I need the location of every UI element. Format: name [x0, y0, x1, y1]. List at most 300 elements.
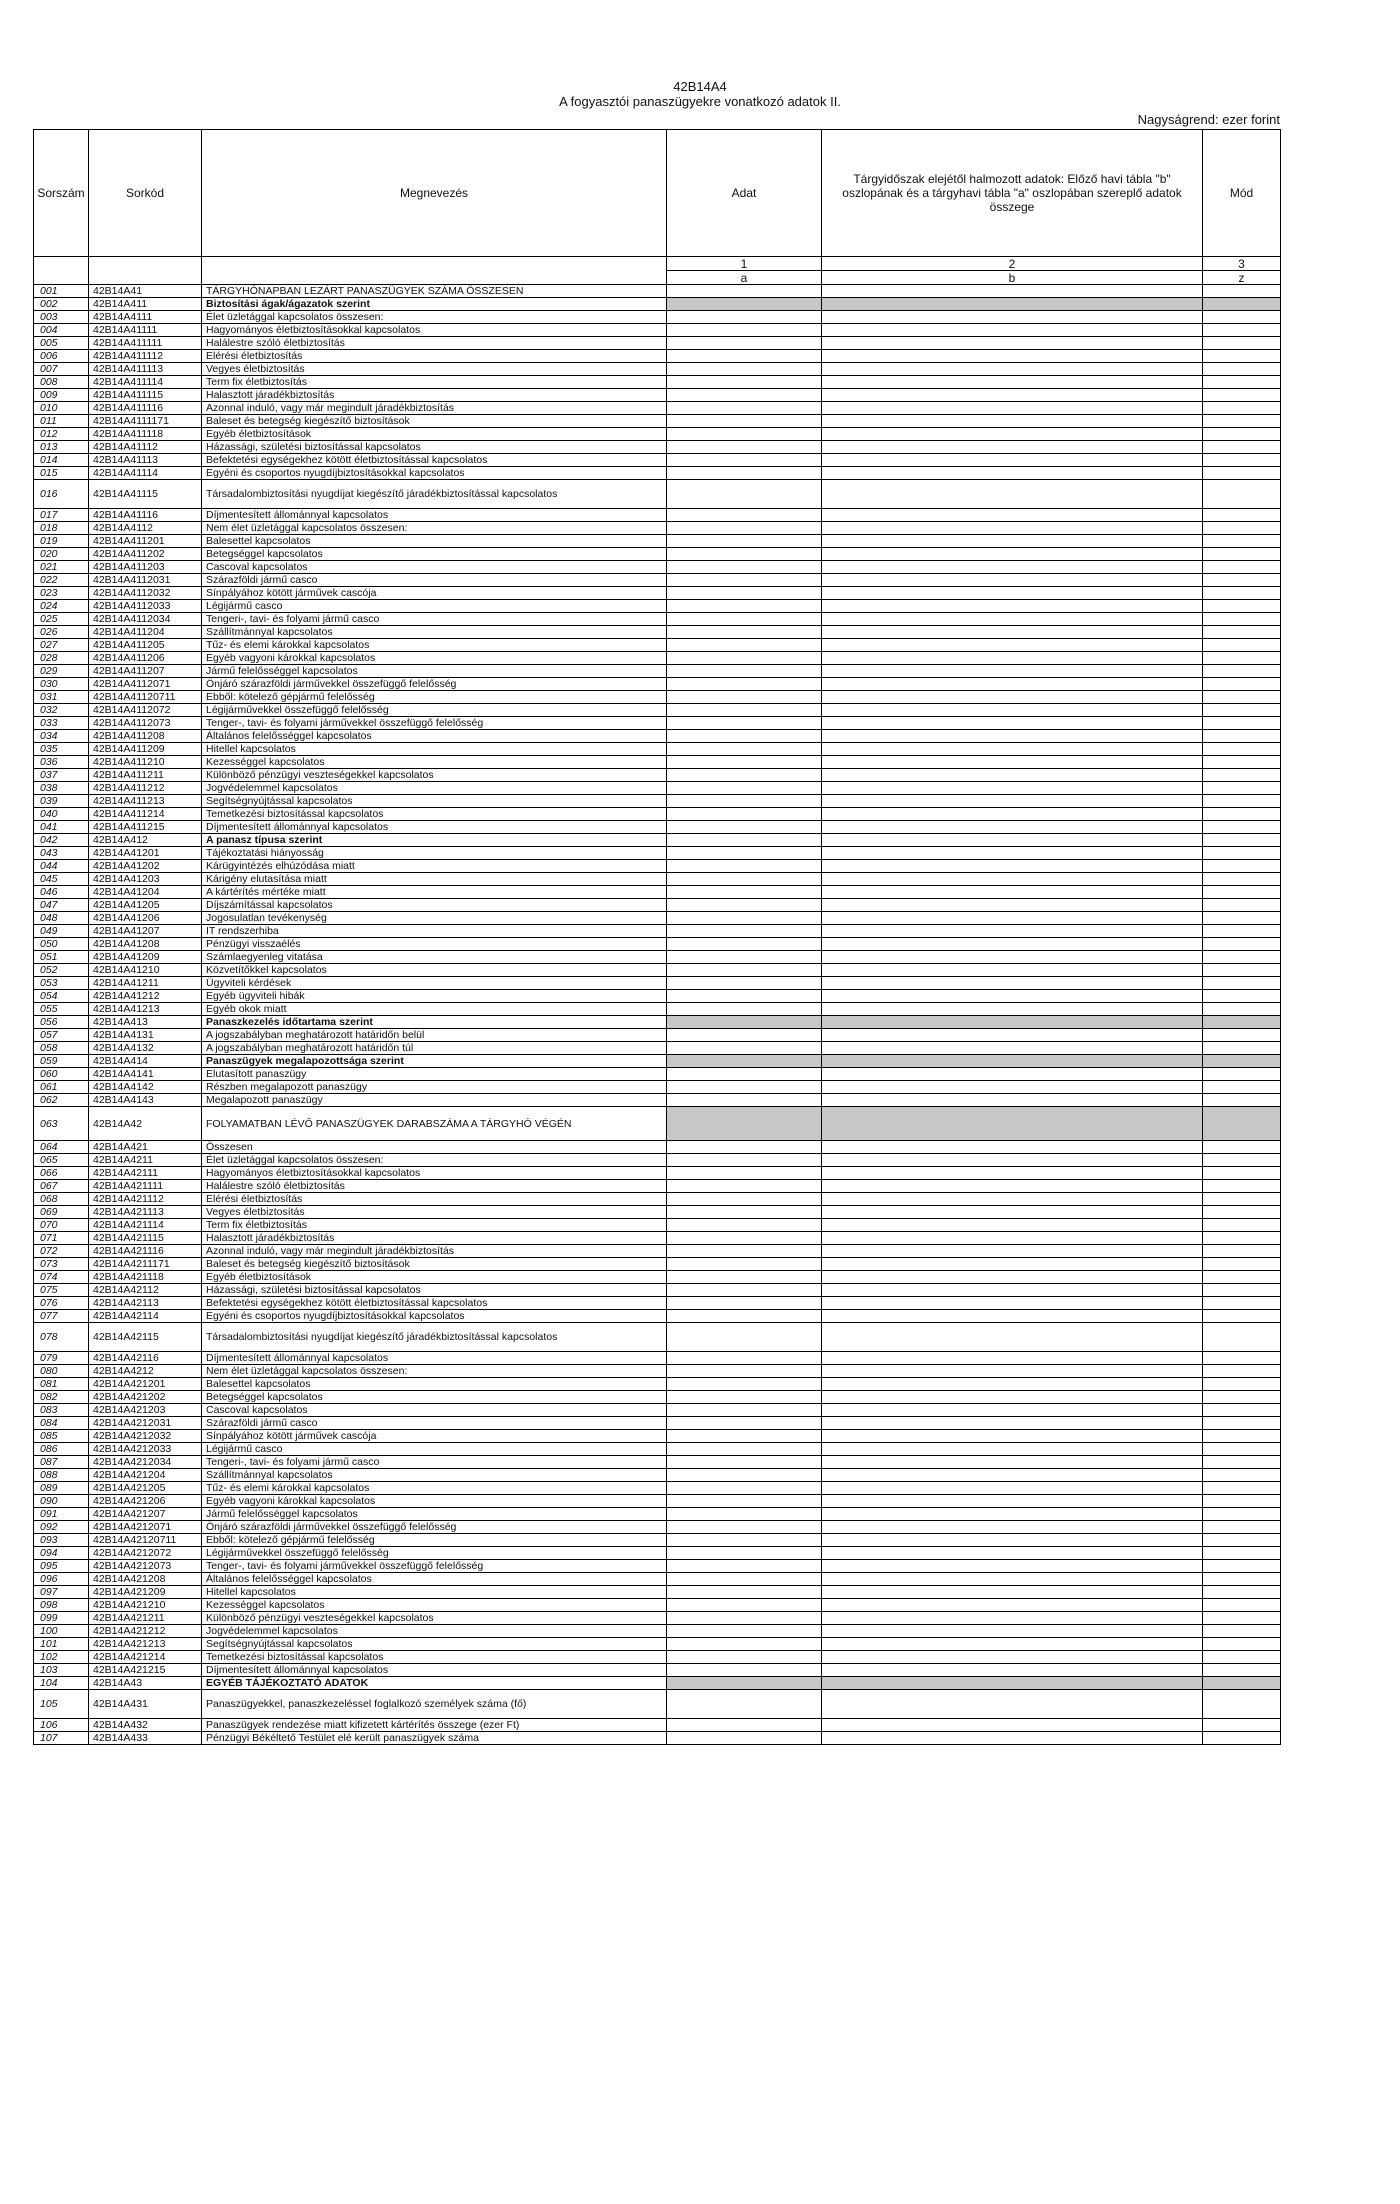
- cell-halmozott[interactable]: [822, 639, 1203, 652]
- cell-adat[interactable]: [667, 743, 822, 756]
- cell-adat[interactable]: [667, 899, 822, 912]
- cell-mod[interactable]: [1203, 678, 1281, 691]
- cell-adat[interactable]: [667, 795, 822, 808]
- cell-halmozott[interactable]: [822, 912, 1203, 925]
- cell-adat[interactable]: [667, 1732, 822, 1745]
- cell-adat[interactable]: [667, 1560, 822, 1573]
- cell-halmozott[interactable]: [822, 730, 1203, 743]
- cell-mod[interactable]: [1203, 795, 1281, 808]
- cell-mod[interactable]: [1203, 1352, 1281, 1365]
- cell-mod[interactable]: [1203, 860, 1281, 873]
- cell-halmozott[interactable]: [822, 795, 1203, 808]
- cell-mod[interactable]: [1203, 730, 1281, 743]
- cell-mod[interactable]: [1203, 1664, 1281, 1677]
- cell-mod[interactable]: [1203, 1586, 1281, 1599]
- cell-mod[interactable]: [1203, 1573, 1281, 1586]
- cell-halmozott[interactable]: [822, 415, 1203, 428]
- cell-halmozott[interactable]: [822, 964, 1203, 977]
- cell-adat[interactable]: [667, 1310, 822, 1323]
- cell-mod[interactable]: [1203, 428, 1281, 441]
- cell-mod[interactable]: [1203, 1365, 1281, 1378]
- cell-halmozott[interactable]: [822, 1430, 1203, 1443]
- cell-mod[interactable]: [1203, 704, 1281, 717]
- cell-adat[interactable]: [667, 1232, 822, 1245]
- cell-halmozott[interactable]: [822, 1167, 1203, 1180]
- cell-halmozott[interactable]: [822, 678, 1203, 691]
- cell-mod[interactable]: [1203, 756, 1281, 769]
- cell-adat[interactable]: [667, 428, 822, 441]
- cell-halmozott[interactable]: [822, 1297, 1203, 1310]
- cell-halmozott[interactable]: [822, 441, 1203, 454]
- cell-halmozott[interactable]: [822, 1391, 1203, 1404]
- cell-mod[interactable]: [1203, 1404, 1281, 1417]
- cell-mod[interactable]: [1203, 454, 1281, 467]
- cell-halmozott[interactable]: [822, 522, 1203, 535]
- cell-halmozott[interactable]: [822, 1154, 1203, 1167]
- cell-adat[interactable]: [667, 1297, 822, 1310]
- cell-adat[interactable]: [667, 337, 822, 350]
- cell-halmozott[interactable]: [822, 1417, 1203, 1430]
- cell-adat[interactable]: [667, 1638, 822, 1651]
- cell-adat[interactable]: [667, 860, 822, 873]
- cell-mod[interactable]: [1203, 1560, 1281, 1573]
- cell-halmozott[interactable]: [822, 1560, 1203, 1573]
- cell-adat[interactable]: [667, 600, 822, 613]
- cell-mod[interactable]: [1203, 548, 1281, 561]
- cell-halmozott[interactable]: [822, 1352, 1203, 1365]
- cell-adat[interactable]: [667, 1284, 822, 1297]
- cell-mod[interactable]: [1203, 389, 1281, 402]
- cell-mod[interactable]: [1203, 1167, 1281, 1180]
- cell-halmozott[interactable]: [822, 1206, 1203, 1219]
- cell-adat[interactable]: [667, 1521, 822, 1534]
- cell-halmozott[interactable]: [822, 938, 1203, 951]
- cell-adat[interactable]: [667, 311, 822, 324]
- cell-adat[interactable]: [667, 350, 822, 363]
- cell-halmozott[interactable]: [822, 324, 1203, 337]
- cell-mod[interactable]: [1203, 1732, 1281, 1745]
- cell-mod[interactable]: [1203, 626, 1281, 639]
- cell-adat[interactable]: [667, 1081, 822, 1094]
- cell-mod[interactable]: [1203, 1193, 1281, 1206]
- cell-mod[interactable]: [1203, 1508, 1281, 1521]
- cell-adat[interactable]: [667, 886, 822, 899]
- cell-halmozott[interactable]: [822, 467, 1203, 480]
- cell-mod[interactable]: [1203, 1003, 1281, 1016]
- cell-adat[interactable]: [667, 626, 822, 639]
- cell-adat[interactable]: [667, 977, 822, 990]
- cell-adat[interactable]: [667, 324, 822, 337]
- cell-halmozott[interactable]: [822, 1599, 1203, 1612]
- cell-mod[interactable]: [1203, 938, 1281, 951]
- cell-halmozott[interactable]: [822, 1651, 1203, 1664]
- cell-halmozott[interactable]: [822, 454, 1203, 467]
- cell-mod[interactable]: [1203, 535, 1281, 548]
- cell-mod[interactable]: [1203, 613, 1281, 626]
- cell-adat[interactable]: [667, 574, 822, 587]
- cell-mod[interactable]: [1203, 1232, 1281, 1245]
- cell-halmozott[interactable]: [822, 1690, 1203, 1719]
- cell-mod[interactable]: [1203, 587, 1281, 600]
- cell-adat[interactable]: [667, 782, 822, 795]
- cell-mod[interactable]: [1203, 467, 1281, 480]
- cell-mod[interactable]: [1203, 1599, 1281, 1612]
- cell-adat[interactable]: [667, 1378, 822, 1391]
- cell-mod[interactable]: [1203, 1378, 1281, 1391]
- cell-halmozott[interactable]: [822, 402, 1203, 415]
- cell-adat[interactable]: [667, 1029, 822, 1042]
- cell-mod[interactable]: [1203, 1094, 1281, 1107]
- cell-adat[interactable]: [667, 1068, 822, 1081]
- cell-halmozott[interactable]: [822, 1180, 1203, 1193]
- cell-halmozott[interactable]: [822, 1029, 1203, 1042]
- cell-adat[interactable]: [667, 912, 822, 925]
- cell-mod[interactable]: [1203, 847, 1281, 860]
- cell-adat[interactable]: [667, 1219, 822, 1232]
- cell-halmozott[interactable]: [822, 1456, 1203, 1469]
- cell-mod[interactable]: [1203, 1297, 1281, 1310]
- cell-halmozott[interactable]: [822, 1443, 1203, 1456]
- cell-halmozott[interactable]: [822, 1232, 1203, 1245]
- cell-halmozott[interactable]: [822, 1508, 1203, 1521]
- cell-adat[interactable]: [667, 1365, 822, 1378]
- cell-mod[interactable]: [1203, 665, 1281, 678]
- cell-halmozott[interactable]: [822, 951, 1203, 964]
- cell-halmozott[interactable]: [822, 1625, 1203, 1638]
- cell-halmozott[interactable]: [822, 1042, 1203, 1055]
- cell-adat[interactable]: [667, 1180, 822, 1193]
- cell-adat[interactable]: [667, 678, 822, 691]
- cell-adat[interactable]: [667, 467, 822, 480]
- cell-adat[interactable]: [667, 1508, 822, 1521]
- cell-mod[interactable]: [1203, 285, 1281, 298]
- cell-adat[interactable]: [667, 1094, 822, 1107]
- cell-halmozott[interactable]: [822, 704, 1203, 717]
- cell-adat[interactable]: [667, 454, 822, 467]
- cell-mod[interactable]: [1203, 899, 1281, 912]
- cell-halmozott[interactable]: [822, 769, 1203, 782]
- cell-adat[interactable]: [667, 415, 822, 428]
- cell-adat[interactable]: [667, 639, 822, 652]
- cell-mod[interactable]: [1203, 951, 1281, 964]
- cell-mod[interactable]: [1203, 1547, 1281, 1560]
- cell-adat[interactable]: [667, 964, 822, 977]
- cell-halmozott[interactable]: [822, 899, 1203, 912]
- cell-mod[interactable]: [1203, 821, 1281, 834]
- cell-adat[interactable]: [667, 951, 822, 964]
- cell-adat[interactable]: [667, 704, 822, 717]
- cell-halmozott[interactable]: [822, 743, 1203, 756]
- cell-halmozott[interactable]: [822, 1378, 1203, 1391]
- cell-adat[interactable]: [667, 587, 822, 600]
- cell-adat[interactable]: [667, 873, 822, 886]
- cell-halmozott[interactable]: [822, 548, 1203, 561]
- cell-mod[interactable]: [1203, 376, 1281, 389]
- cell-adat[interactable]: [667, 509, 822, 522]
- cell-mod[interactable]: [1203, 522, 1281, 535]
- cell-adat[interactable]: [667, 756, 822, 769]
- cell-adat[interactable]: [667, 1245, 822, 1258]
- cell-mod[interactable]: [1203, 1612, 1281, 1625]
- cell-halmozott[interactable]: [822, 1732, 1203, 1745]
- cell-mod[interactable]: [1203, 873, 1281, 886]
- cell-adat[interactable]: [667, 691, 822, 704]
- cell-adat[interactable]: [667, 665, 822, 678]
- cell-mod[interactable]: [1203, 1206, 1281, 1219]
- cell-halmozott[interactable]: [822, 587, 1203, 600]
- cell-halmozott[interactable]: [822, 1521, 1203, 1534]
- cell-adat[interactable]: [667, 1547, 822, 1560]
- cell-halmozott[interactable]: [822, 363, 1203, 376]
- cell-mod[interactable]: [1203, 691, 1281, 704]
- cell-mod[interactable]: [1203, 441, 1281, 454]
- cell-halmozott[interactable]: [822, 977, 1203, 990]
- cell-adat[interactable]: [667, 1469, 822, 1482]
- cell-mod[interactable]: [1203, 1391, 1281, 1404]
- cell-adat[interactable]: [667, 389, 822, 402]
- cell-halmozott[interactable]: [822, 847, 1203, 860]
- cell-halmozott[interactable]: [822, 561, 1203, 574]
- cell-mod[interactable]: [1203, 363, 1281, 376]
- cell-halmozott[interactable]: [822, 311, 1203, 324]
- cell-adat[interactable]: [667, 1141, 822, 1154]
- cell-mod[interactable]: [1203, 1029, 1281, 1042]
- cell-adat[interactable]: [667, 363, 822, 376]
- cell-mod[interactable]: [1203, 834, 1281, 847]
- cell-mod[interactable]: [1203, 1690, 1281, 1719]
- cell-adat[interactable]: [667, 1167, 822, 1180]
- cell-mod[interactable]: [1203, 1154, 1281, 1167]
- cell-mod[interactable]: [1203, 337, 1281, 350]
- cell-mod[interactable]: [1203, 1245, 1281, 1258]
- cell-halmozott[interactable]: [822, 389, 1203, 402]
- cell-halmozott[interactable]: [822, 990, 1203, 1003]
- cell-halmozott[interactable]: [822, 1323, 1203, 1352]
- cell-mod[interactable]: [1203, 1651, 1281, 1664]
- cell-mod[interactable]: [1203, 324, 1281, 337]
- cell-adat[interactable]: [667, 834, 822, 847]
- cell-halmozott[interactable]: [822, 1612, 1203, 1625]
- cell-halmozott[interactable]: [822, 1482, 1203, 1495]
- cell-mod[interactable]: [1203, 808, 1281, 821]
- cell-halmozott[interactable]: [822, 350, 1203, 363]
- cell-halmozott[interactable]: [822, 1664, 1203, 1677]
- cell-adat[interactable]: [667, 548, 822, 561]
- cell-mod[interactable]: [1203, 1042, 1281, 1055]
- cell-halmozott[interactable]: [822, 860, 1203, 873]
- cell-adat[interactable]: [667, 480, 822, 509]
- cell-adat[interactable]: [667, 1352, 822, 1365]
- cell-mod[interactable]: [1203, 769, 1281, 782]
- cell-halmozott[interactable]: [822, 665, 1203, 678]
- cell-adat[interactable]: [667, 652, 822, 665]
- cell-halmozott[interactable]: [822, 1586, 1203, 1599]
- cell-halmozott[interactable]: [822, 1469, 1203, 1482]
- cell-mod[interactable]: [1203, 402, 1281, 415]
- cell-adat[interactable]: [667, 1534, 822, 1547]
- cell-halmozott[interactable]: [822, 1258, 1203, 1271]
- cell-adat[interactable]: [667, 613, 822, 626]
- cell-halmozott[interactable]: [822, 1365, 1203, 1378]
- cell-adat[interactable]: [667, 821, 822, 834]
- cell-mod[interactable]: [1203, 311, 1281, 324]
- cell-halmozott[interactable]: [822, 600, 1203, 613]
- cell-mod[interactable]: [1203, 964, 1281, 977]
- cell-halmozott[interactable]: [822, 886, 1203, 899]
- cell-mod[interactable]: [1203, 1068, 1281, 1081]
- cell-mod[interactable]: [1203, 977, 1281, 990]
- cell-adat[interactable]: [667, 1404, 822, 1417]
- cell-halmozott[interactable]: [822, 1068, 1203, 1081]
- cell-adat[interactable]: [667, 1690, 822, 1719]
- cell-mod[interactable]: [1203, 1430, 1281, 1443]
- cell-halmozott[interactable]: [822, 1495, 1203, 1508]
- cell-halmozott[interactable]: [822, 1094, 1203, 1107]
- cell-adat[interactable]: [667, 808, 822, 821]
- cell-halmozott[interactable]: [822, 1081, 1203, 1094]
- cell-halmozott[interactable]: [822, 873, 1203, 886]
- cell-halmozott[interactable]: [822, 535, 1203, 548]
- cell-adat[interactable]: [667, 925, 822, 938]
- cell-adat[interactable]: [667, 1625, 822, 1638]
- cell-adat[interactable]: [667, 1003, 822, 1016]
- cell-mod[interactable]: [1203, 1625, 1281, 1638]
- cell-mod[interactable]: [1203, 912, 1281, 925]
- cell-halmozott[interactable]: [822, 925, 1203, 938]
- cell-halmozott[interactable]: [822, 1193, 1203, 1206]
- cell-adat[interactable]: [667, 1430, 822, 1443]
- cell-mod[interactable]: [1203, 1638, 1281, 1651]
- cell-mod[interactable]: [1203, 782, 1281, 795]
- cell-adat[interactable]: [667, 1258, 822, 1271]
- cell-mod[interactable]: [1203, 561, 1281, 574]
- cell-halmozott[interactable]: [822, 652, 1203, 665]
- cell-mod[interactable]: [1203, 1310, 1281, 1323]
- cell-adat[interactable]: [667, 730, 822, 743]
- cell-mod[interactable]: [1203, 1219, 1281, 1232]
- cell-mod[interactable]: [1203, 1495, 1281, 1508]
- cell-halmozott[interactable]: [822, 1141, 1203, 1154]
- cell-halmozott[interactable]: [822, 821, 1203, 834]
- cell-adat[interactable]: [667, 285, 822, 298]
- cell-halmozott[interactable]: [822, 1638, 1203, 1651]
- cell-mod[interactable]: [1203, 509, 1281, 522]
- cell-halmozott[interactable]: [822, 1271, 1203, 1284]
- cell-halmozott[interactable]: [822, 480, 1203, 509]
- cell-adat[interactable]: [667, 402, 822, 415]
- cell-adat[interactable]: [667, 376, 822, 389]
- cell-halmozott[interactable]: [822, 285, 1203, 298]
- cell-adat[interactable]: [667, 1443, 822, 1456]
- cell-adat[interactable]: [667, 1482, 822, 1495]
- cell-adat[interactable]: [667, 1042, 822, 1055]
- cell-adat[interactable]: [667, 1586, 822, 1599]
- cell-adat[interactable]: [667, 1323, 822, 1352]
- cell-adat[interactable]: [667, 717, 822, 730]
- cell-mod[interactable]: [1203, 1719, 1281, 1732]
- cell-mod[interactable]: [1203, 574, 1281, 587]
- cell-halmozott[interactable]: [822, 1284, 1203, 1297]
- cell-mod[interactable]: [1203, 886, 1281, 899]
- cell-adat[interactable]: [667, 990, 822, 1003]
- cell-mod[interactable]: [1203, 1081, 1281, 1094]
- cell-mod[interactable]: [1203, 1482, 1281, 1495]
- cell-adat[interactable]: [667, 1651, 822, 1664]
- cell-mod[interactable]: [1203, 639, 1281, 652]
- cell-mod[interactable]: [1203, 415, 1281, 428]
- cell-halmozott[interactable]: [822, 1245, 1203, 1258]
- cell-halmozott[interactable]: [822, 626, 1203, 639]
- cell-adat[interactable]: [667, 847, 822, 860]
- cell-halmozott[interactable]: [822, 376, 1203, 389]
- cell-halmozott[interactable]: [822, 808, 1203, 821]
- cell-adat[interactable]: [667, 1193, 822, 1206]
- cell-mod[interactable]: [1203, 1284, 1281, 1297]
- cell-adat[interactable]: [667, 1612, 822, 1625]
- cell-mod[interactable]: [1203, 1141, 1281, 1154]
- cell-halmozott[interactable]: [822, 574, 1203, 587]
- cell-mod[interactable]: [1203, 1521, 1281, 1534]
- cell-adat[interactable]: [667, 1664, 822, 1677]
- cell-adat[interactable]: [667, 561, 822, 574]
- cell-halmozott[interactable]: [822, 1404, 1203, 1417]
- cell-mod[interactable]: [1203, 350, 1281, 363]
- cell-mod[interactable]: [1203, 600, 1281, 613]
- cell-halmozott[interactable]: [822, 428, 1203, 441]
- cell-adat[interactable]: [667, 1495, 822, 1508]
- cell-adat[interactable]: [667, 522, 822, 535]
- cell-halmozott[interactable]: [822, 1573, 1203, 1586]
- cell-adat[interactable]: [667, 1154, 822, 1167]
- cell-mod[interactable]: [1203, 925, 1281, 938]
- cell-halmozott[interactable]: [822, 1003, 1203, 1016]
- cell-halmozott[interactable]: [822, 782, 1203, 795]
- cell-mod[interactable]: [1203, 1417, 1281, 1430]
- cell-adat[interactable]: [667, 1417, 822, 1430]
- cell-mod[interactable]: [1203, 1469, 1281, 1482]
- cell-halmozott[interactable]: [822, 613, 1203, 626]
- cell-halmozott[interactable]: [822, 1219, 1203, 1232]
- cell-mod[interactable]: [1203, 480, 1281, 509]
- cell-halmozott[interactable]: [822, 1534, 1203, 1547]
- cell-mod[interactable]: [1203, 1271, 1281, 1284]
- cell-halmozott[interactable]: [822, 1547, 1203, 1560]
- cell-mod[interactable]: [1203, 1456, 1281, 1469]
- cell-halmozott[interactable]: [822, 1719, 1203, 1732]
- cell-adat[interactable]: [667, 1599, 822, 1612]
- cell-adat[interactable]: [667, 1719, 822, 1732]
- cell-mod[interactable]: [1203, 1534, 1281, 1547]
- cell-halmozott[interactable]: [822, 1310, 1203, 1323]
- cell-halmozott[interactable]: [822, 834, 1203, 847]
- cell-mod[interactable]: [1203, 990, 1281, 1003]
- cell-adat[interactable]: [667, 938, 822, 951]
- cell-adat[interactable]: [667, 1391, 822, 1404]
- cell-halmozott[interactable]: [822, 337, 1203, 350]
- cell-adat[interactable]: [667, 769, 822, 782]
- cell-adat[interactable]: [667, 441, 822, 454]
- cell-adat[interactable]: [667, 1456, 822, 1469]
- cell-halmozott[interactable]: [822, 717, 1203, 730]
- cell-mod[interactable]: [1203, 1443, 1281, 1456]
- cell-halmozott[interactable]: [822, 756, 1203, 769]
- cell-adat[interactable]: [667, 1271, 822, 1284]
- cell-adat[interactable]: [667, 1573, 822, 1586]
- cell-mod[interactable]: [1203, 1323, 1281, 1352]
- cell-halmozott[interactable]: [822, 691, 1203, 704]
- cell-mod[interactable]: [1203, 652, 1281, 665]
- cell-mod[interactable]: [1203, 1258, 1281, 1271]
